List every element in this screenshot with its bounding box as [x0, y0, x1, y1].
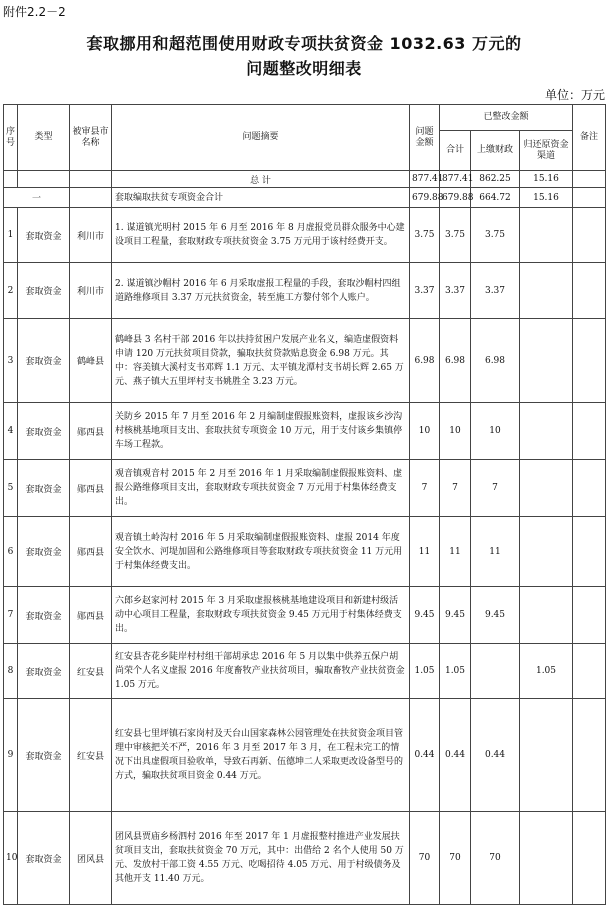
row-returned	[520, 460, 573, 517]
row-county: 利川市	[70, 208, 112, 263]
row-summary: 观音镇土岭沟村 2016 年 5 月采取编制虚假报账资料、虚报 2014 年度安全饮水、河堤加固和公路维修项目等套取财政专项扶贫资金 11 万元用于村集体经费支出。	[112, 517, 410, 587]
row-rectified-total: 1.05	[440, 644, 471, 699]
total-rectified: 877.41	[440, 171, 471, 188]
row-to-finance: 3.75	[471, 208, 520, 263]
row-rectified-total: 11	[440, 517, 471, 587]
row-summary: 1. 谋道镇光明村 2015 年 6 月至 2016 年 8 月虚报党员群众服务中心建设项目工程量，套取财政专项扶贫资金 3.75 万元用于该村经费开支。	[112, 208, 410, 263]
row-summary: 红安县杏花乡陡岸村村组干部胡承忠 2016 年 5 月以集中供养五保户胡尚荣个人名义虚报 2016 年度畜牧产业扶贫项目，骗取畜牧产业扶贫资金 1.05 万元。	[112, 644, 410, 699]
row-rectified-total: 9.45	[440, 587, 471, 644]
table-row	[4, 263, 606, 319]
row-seq: 10	[4, 812, 18, 905]
row-remark	[573, 812, 606, 905]
row-county: 郧西县	[70, 460, 112, 517]
table-row	[4, 587, 606, 644]
row-type: 套取资金	[18, 587, 70, 644]
row-rectified-total: 3.37	[440, 263, 471, 319]
row-remark	[573, 587, 606, 644]
row-to-finance: 9.45	[471, 587, 520, 644]
row-returned	[520, 319, 573, 403]
table-row	[4, 460, 606, 517]
row-summary: 鹤峰县 3 名村干部 2016 年以扶持贫困户发展产业名义，编造虚假资料申请 120 万元扶贫项目贷款，骗取扶贫贷款贴息资金 6.98 万元。其中：容美镇大溪村支书邓辉 1.1 万元、太平镇龙潭村支书胡长辉 2.65 万元、燕子镇大五里坪村支书姚胜全 3.23 万元。	[112, 319, 410, 403]
header-summary: 问题摘要	[112, 105, 410, 171]
row-county: 团风县	[70, 812, 112, 905]
row-type: 套取资金	[18, 699, 70, 812]
row-seq: 3	[4, 319, 18, 403]
header-remark: 备注	[573, 105, 606, 171]
row-returned: 1.05	[520, 644, 573, 699]
row-returned	[520, 517, 573, 587]
subtotal-returned: 15.16	[520, 188, 573, 208]
row-returned	[520, 812, 573, 905]
row-rectified-total: 10	[440, 403, 471, 460]
subtotal-seq: 一	[4, 188, 70, 208]
row-seq: 1	[4, 208, 18, 263]
row-county: 郧西县	[70, 403, 112, 460]
row-summary: 团风县贾庙乡杨泗村 2016 年至 2017 年 1 月虚报整村推进产业发展扶贫项目支出，套取扶贫资金 70 万元，其中：出借给 2 名个人使用 50 万元、发放村干部工资 4.55 万元、吃喝招待 4.05 万元、用于村级债务及其他开支 11.40 万元。	[112, 812, 410, 905]
row-rectified-total: 3.75	[440, 208, 471, 263]
row-to-finance: 3.37	[471, 263, 520, 319]
row-seq: 7	[4, 587, 18, 644]
row-rectified-total: 0.44	[440, 699, 471, 812]
table-row	[4, 319, 606, 403]
row-type: 套取资金	[18, 208, 70, 263]
subtotal-amount: 679.88	[410, 188, 440, 208]
header-seq: 序号	[4, 105, 18, 171]
row-county: 郧西县	[70, 517, 112, 587]
table-row	[4, 517, 606, 587]
row-amount: 6.98	[410, 319, 440, 403]
row-to-finance: 10	[471, 403, 520, 460]
row-remark	[573, 208, 606, 263]
row-amount: 70	[410, 812, 440, 905]
row-county: 红安县	[70, 699, 112, 812]
row-amount: 3.75	[410, 208, 440, 263]
header-amount: 问题金额	[410, 105, 440, 171]
row-to-finance	[471, 644, 520, 699]
row-amount: 7	[410, 460, 440, 517]
row-type: 套取资金	[18, 517, 70, 587]
row-remark	[573, 517, 606, 587]
row-summary: 六郎乡赵家河村 2015 年 3 月采取虚报核桃基地建设项目和新建村级活动中心项目工程量，套取财政专项扶贫资金 9.45 万元用于村集体经费支出。	[112, 587, 410, 644]
header-county: 被审县市名称	[70, 105, 112, 171]
subtotal-to-finance: 664.72	[471, 188, 520, 208]
row-amount: 9.45	[410, 587, 440, 644]
row-to-finance: 7	[471, 460, 520, 517]
row-type: 套取资金	[18, 460, 70, 517]
table-row	[4, 699, 606, 812]
page-title: 套取挪用和超范围使用财政专项扶贫资金 1032.63 万元的	[86, 34, 522, 53]
row-remark	[573, 460, 606, 517]
row-rectified-total: 6.98	[440, 319, 471, 403]
row-type: 套取资金	[18, 644, 70, 699]
row-type: 套取资金	[18, 403, 70, 460]
total-to-finance: 862.25	[471, 171, 520, 188]
table-row	[4, 208, 606, 263]
row-to-finance: 6.98	[471, 319, 520, 403]
page-title-line2: 问题整改明细表	[246, 59, 362, 78]
row-returned	[520, 587, 573, 644]
row-returned	[520, 403, 573, 460]
total-row	[4, 171, 606, 188]
row-remark	[573, 319, 606, 403]
total-amount: 877.41	[410, 171, 440, 188]
row-summary: 观音镇观音村 2015 年 2 月至 2016 年 1 月采取编制虚假报账资料、虚报公路维修项目支出，套取财政专项扶贫资金 7 万元用于村集体经费支出。	[112, 460, 410, 517]
row-rectified-total: 7	[440, 460, 471, 517]
row-seq: 9	[4, 699, 18, 812]
subtotal-rectified: 679.88	[440, 188, 471, 208]
row-returned	[520, 263, 573, 319]
row-amount: 0.44	[410, 699, 440, 812]
subtotal-label: 套取编取扶贫专项资金合计	[112, 188, 410, 208]
annex-label: 附件2.2－2	[3, 5, 66, 19]
row-seq: 8	[4, 644, 18, 699]
header-type: 类型	[18, 105, 70, 171]
row-type: 套取资金	[18, 319, 70, 403]
row-amount: 11	[410, 517, 440, 587]
row-rectified-total: 70	[440, 812, 471, 905]
table-row	[4, 644, 606, 699]
row-seq: 6	[4, 517, 18, 587]
rectification-table	[3, 104, 606, 905]
row-county: 利川市	[70, 263, 112, 319]
table-row	[4, 403, 606, 460]
header-to-finance: 上缴财政	[471, 131, 520, 171]
row-seq: 4	[4, 403, 18, 460]
row-seq: 2	[4, 263, 18, 319]
row-seq: 5	[4, 460, 18, 517]
row-summary: 2. 谋道镇沙帽村 2016 年 6 月采取虚报工程量的手段，套取沙帽村四组道路维修项目 3.37 万元扶贫资金，转至施工方黎付邻个人账户。	[112, 263, 410, 319]
row-summary: 关防乡 2015 年 7 月至 2016 年 2 月编制虚假报账资料，虚报该乡沙沟村核桃基地项目支出、套取扶贫专项资金 10 万元，用于支付该乡集镇停车场工程款。	[112, 403, 410, 460]
total-label: 总 计	[112, 171, 410, 188]
row-to-finance: 70	[471, 812, 520, 905]
header-total: 合计	[440, 131, 471, 171]
header-rectified: 已整改金额	[440, 105, 573, 131]
row-county: 郧西县	[70, 587, 112, 644]
row-remark	[573, 699, 606, 812]
row-type: 套取资金	[18, 812, 70, 905]
row-county: 红安县	[70, 644, 112, 699]
row-to-finance: 0.44	[471, 699, 520, 812]
row-county: 鹤峰县	[70, 319, 112, 403]
row-amount: 1.05	[410, 644, 440, 699]
row-remark	[573, 263, 606, 319]
header-returned: 归还原资金渠道	[520, 131, 573, 171]
row-returned	[520, 699, 573, 812]
total-returned: 15.16	[520, 171, 573, 188]
unit-label: 单位：万元	[544, 88, 605, 102]
row-remark	[573, 644, 606, 699]
row-amount: 10	[410, 403, 440, 460]
row-returned	[520, 208, 573, 263]
subtotal-row	[4, 188, 606, 208]
row-type: 套取资金	[18, 263, 70, 319]
row-summary: 红安县七里坪镇石家岗村及天台山国家森林公园管理处在扶贫资金项目管理中审核把关不严，2016 年 3 月至 2017 年 3 月，在工程未完工的情况下出具虚假项目验收单，导致石再新、伍德坤二人采取更改设备型号的方式，骗取扶贫项目资金 0.44 万元。	[112, 699, 410, 812]
table-row	[4, 812, 606, 905]
row-to-finance: 11	[471, 517, 520, 587]
row-amount: 3.37	[410, 263, 440, 319]
row-remark	[573, 403, 606, 460]
